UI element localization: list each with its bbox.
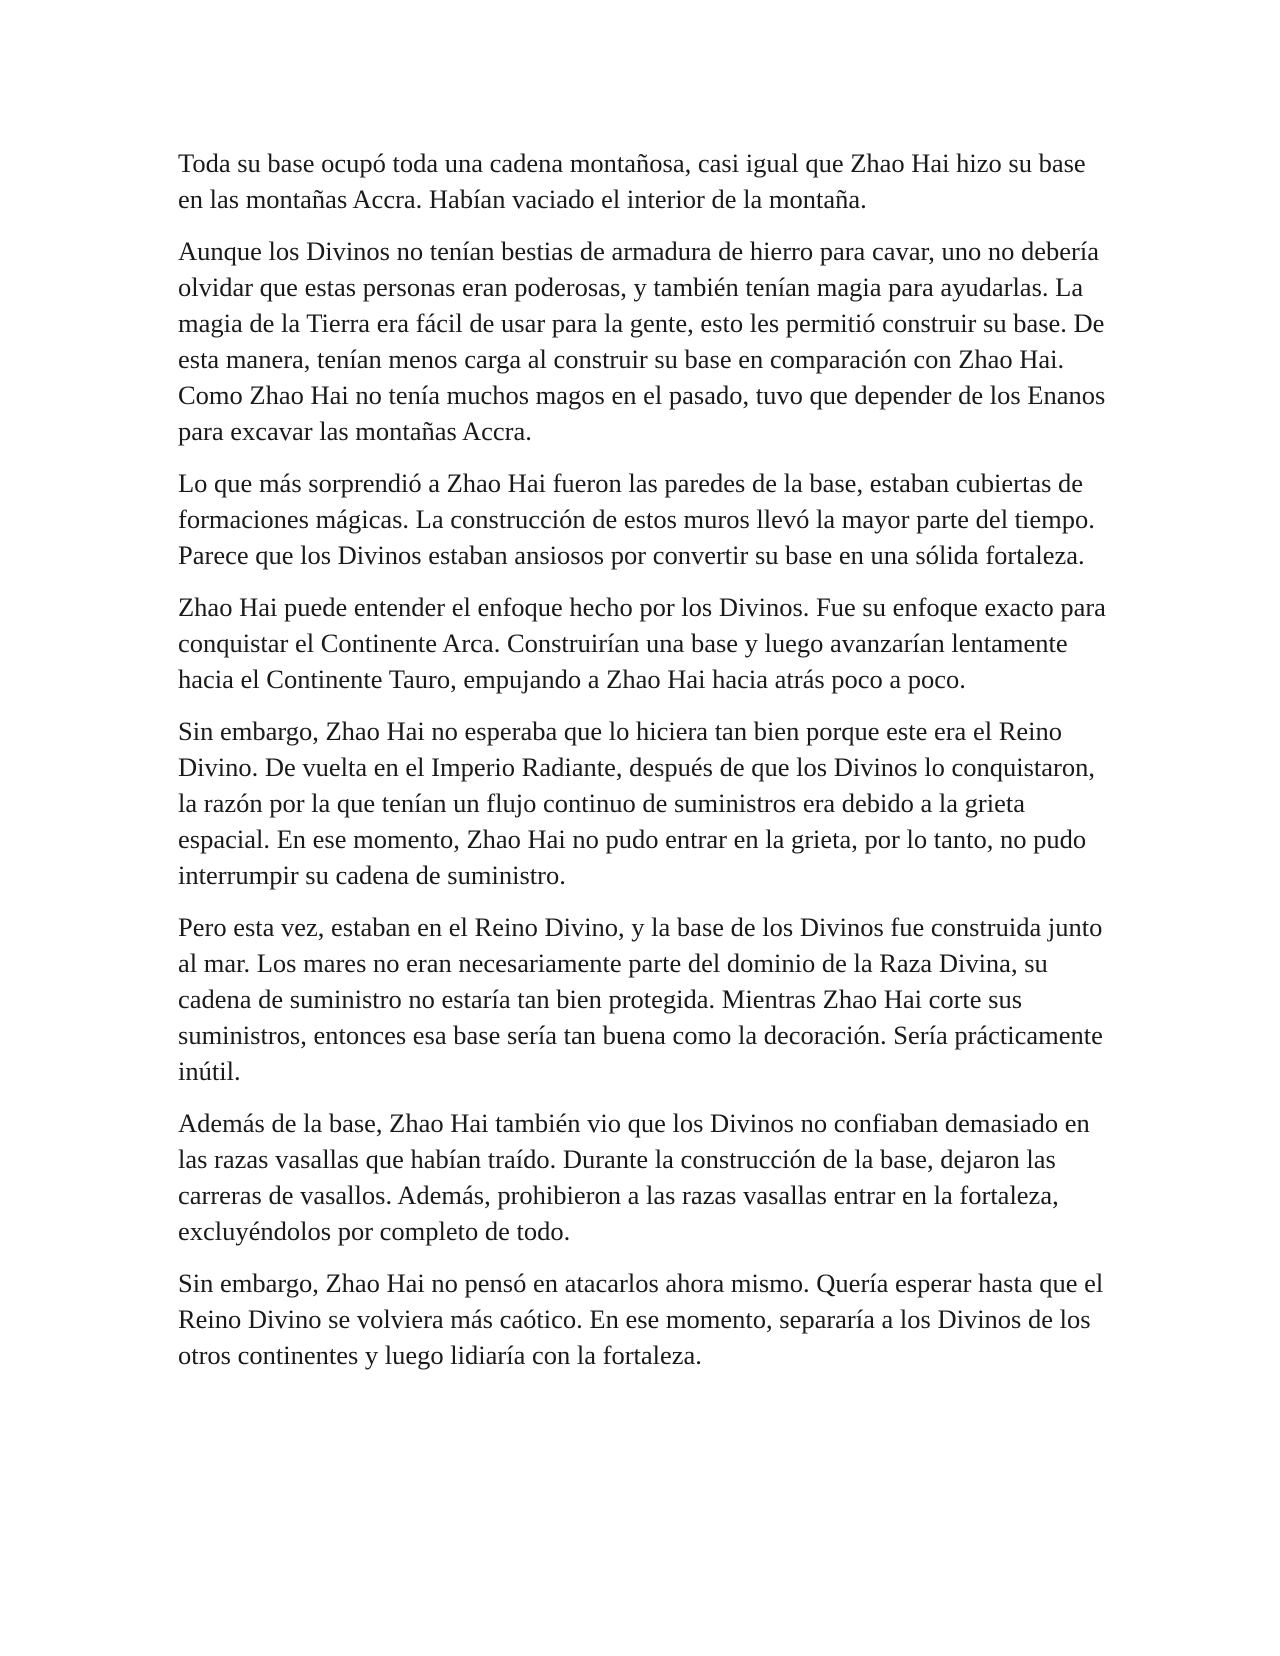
paragraph-3: Lo que más sorprendió a Zhao Hai fueron las paredes de la base, estaban cubiertas de formaciones mágicas. La construcción de estos muros llevó la mayor parte del tiempo. Parece que los Divinos estaban ansiosos por convertir su base en una sólida fortaleza. [178, 468, 1095, 570]
paragraph-6: Pero esta vez, estaban en el Reino Divino, y la base de los Divinos fue construida junto al mar. Los mares no eran necesariamente parte del dominio de la Raza Divina, su cadena de suministro no estaría tan bien protegida. Mientras Zhao Hai corte sus suministros, entonces esa base sería tan buena como la decoración. Sería prácticamente inútil. [178, 912, 1103, 1086]
paragraph-7: Además de la base, Zhao Hai también vio que los Divinos no confiaban demasiado en las razas vasallas que habían traído. Durante la construcción de la base, dejaron las carreras de vasallos. Además, prohibieron a las razas vasallas entrar en la fortaleza, excluyéndolos por completo de todo. [178, 1108, 1090, 1246]
paragraph-2: Aunque los Divinos no tenían bestias de armadura de hierro para cavar, uno no debería olvidar que estas personas eran poderosas, y también tenían magia para ayudarlas. La magia de la Tierra era fácil de usar para la gente, esto les permitió construir su base. De esta manera, tenían menos carga al construir su base en comparación con Zhao Hai. Como Zhao Hai no tenía muchos magos en el pasado, tuvo que depender de los Enanos para excavar las montañas Accra. [178, 236, 1106, 446]
document-body [178, 145, 1108, 1389]
paragraph-5: Sin embargo, Zhao Hai no esperaba que lo hiciera tan bien porque este era el Reino Divino. De vuelta en el Imperio Radiante, después de que los Divinos lo conquistaron, la razón por la que tenían un flujo continuo de suministros era debido a la grieta espacial. En ese momento, Zhao Hai no pudo entrar en la grieta, por lo tanto, no pudo interrumpir su cadena de suministro. [178, 716, 1095, 890]
paragraph-4: Zhao Hai puede entender el enfoque hecho por los Divinos. Fue su enfoque exacto para conquistar el Continente Arca. Construirían una base y luego avanzarían lentamente hacia el Continente Tauro, empujando a Zhao Hai hacia atrás poco a poco. [178, 592, 1106, 694]
paragraph-8: Sin embargo, Zhao Hai no pensó en atacarlos ahora mismo. Quería esperar hasta que el Reino Divino se volviera más caótico. En ese momento, separaría a los Divinos de los otros continentes y luego lidiaría con la fortaleza. [178, 1268, 1104, 1370]
paragraph-1: Toda su base ocupó toda una cadena montañosa, casi igual que Zhao Hai hizo su base en las montañas Accra. Habían vaciado el interior de la montaña. [178, 148, 1086, 214]
